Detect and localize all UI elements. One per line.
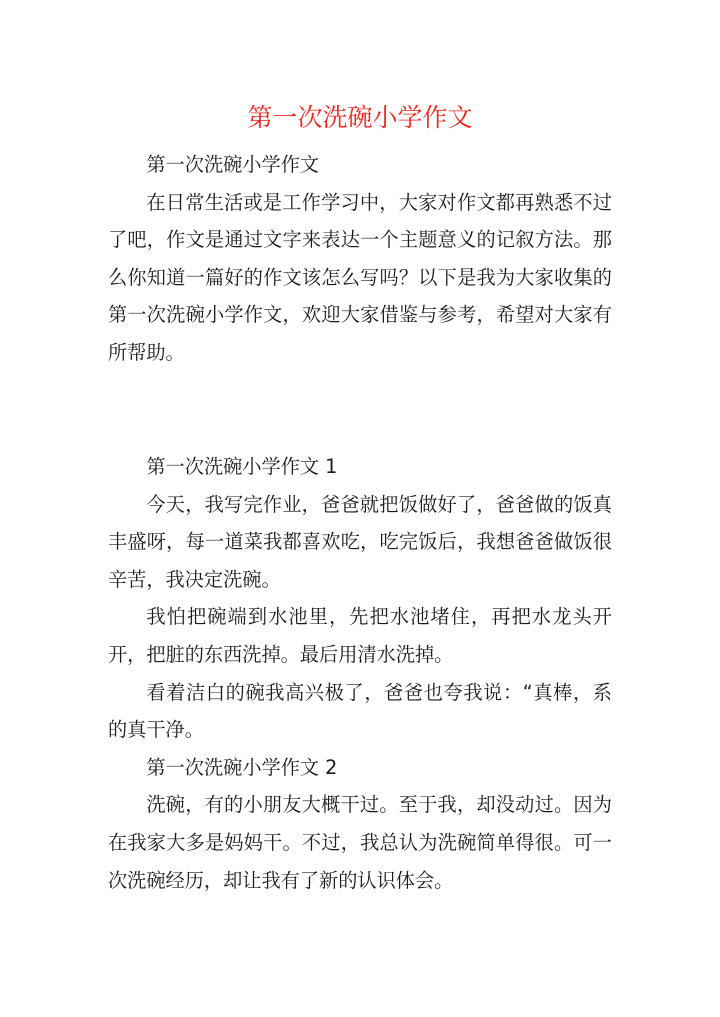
- essay-1-paragraph-1: 今天，我写完作业，爸爸就把饭做好了，爸爸做的饭真丰盛呀，每一道菜我都喜欢吃，吃完饭后，我想爸爸做饭很辛苦，我决定洗碗。: [108, 492, 612, 591]
- essay-1-paragraph-3: 看着洁白的碗我高兴极了，爸爸也夸我说：“真棒，系的真干净。: [108, 680, 612, 742]
- essays-block: [108, 448, 612, 899]
- essay-1-paragraph-2: 我怕把碗端到水池里，先把水池堵住，再把水龙头开开，把脏的东西洗掉。最后用清水洗掉。: [108, 605, 612, 666]
- intro-block: [108, 146, 612, 372]
- essay-1-heading: 第一次洗碗小学作文 1: [146, 455, 338, 478]
- essay-2-heading: 第一次洗碗小学作文 2: [146, 755, 338, 779]
- intro-heading: 第一次洗碗小学作文: [146, 153, 320, 176]
- document-title: 第一次洗碗小学作文: [247, 103, 473, 132]
- essay-2-paragraph-1: 洗碗，有的小朋友大概干过。至于我，却没动过。因为在我家大多是妈妈干。不过，我总认为洗碗简单得很。可一次洗碗经历，却让我有了新的认识体会。: [108, 793, 612, 892]
- intro-paragraph: 在日常生活或是工作学习中，大家对作文都再熟悉不过了吧，作文是通过文字来表达一个主题意义的记叙方法。那么你知道一篇好的作文该怎么写吗？以下是我为大家收集的第一次洗碗小学作文，欢迎大家借鉴与参考，希望对大家有所帮助。: [108, 190, 612, 364]
